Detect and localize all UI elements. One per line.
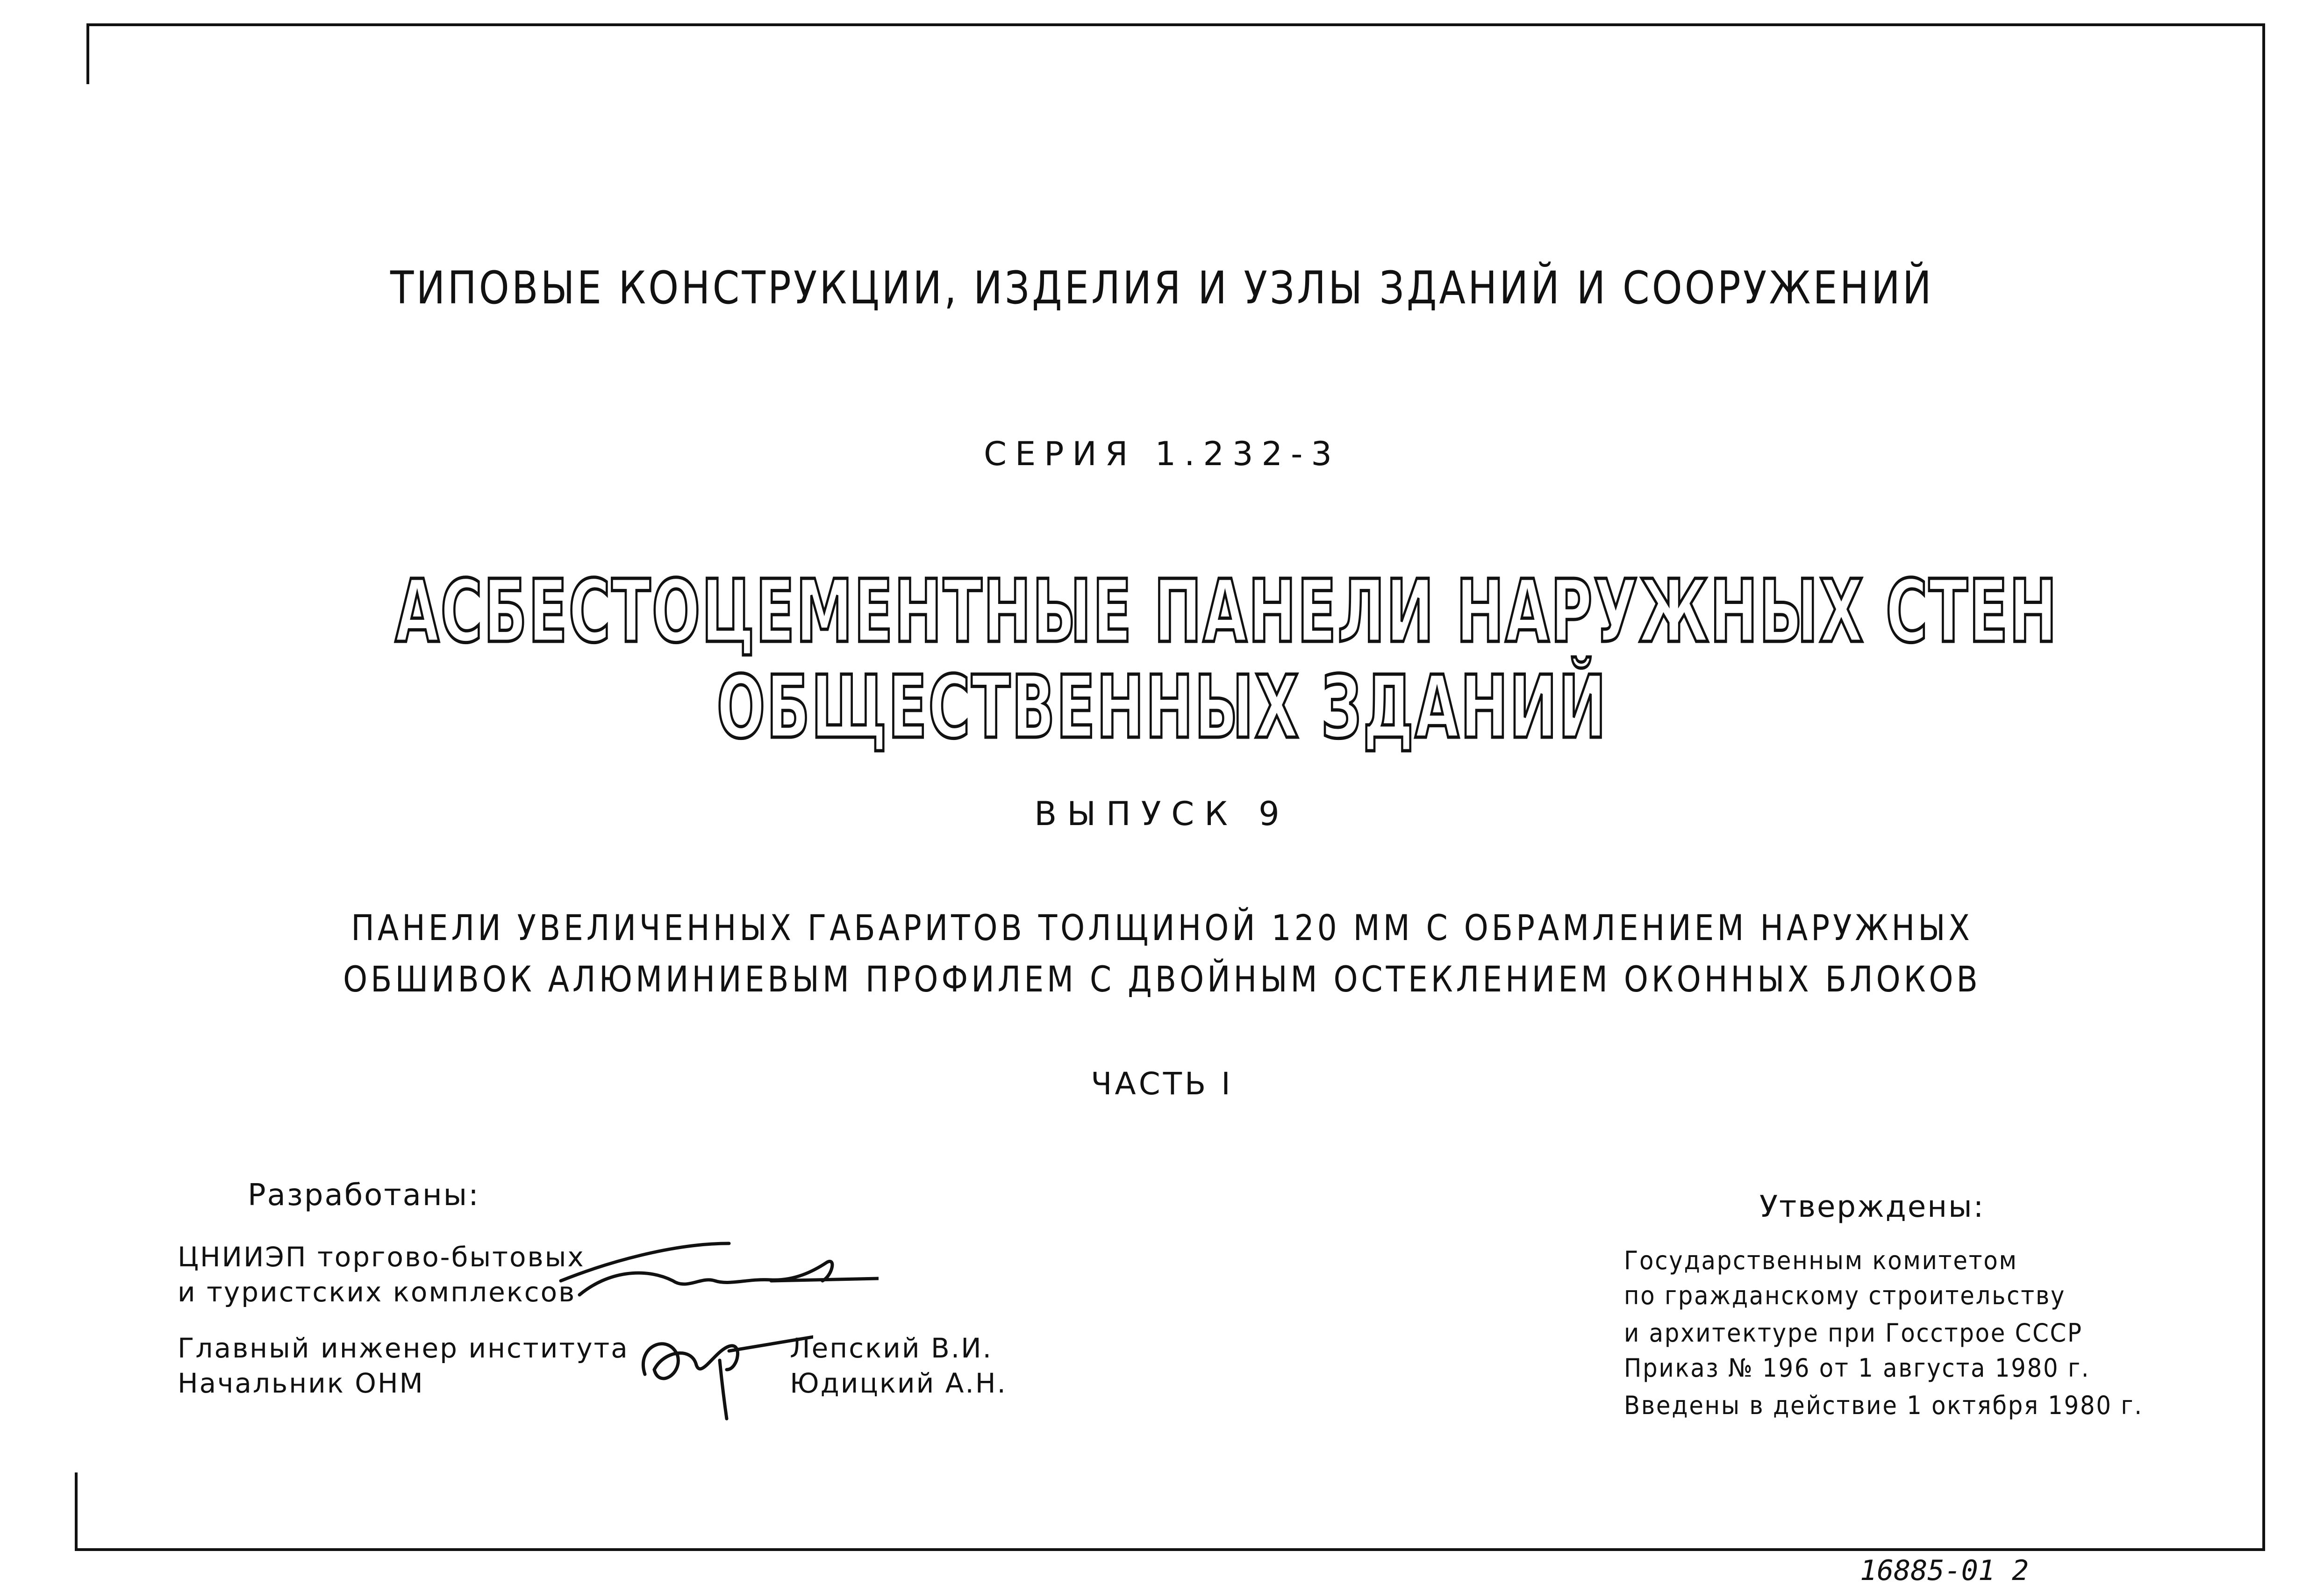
signature-chief-engineer xyxy=(626,1309,813,1421)
developer-role-department-head: Начальник ОНМ xyxy=(178,1367,424,1399)
approved-line-3: и архитектуре при Госстрое СССР xyxy=(1624,1318,2083,1348)
series-number: СЕРИЯ 1.232-3 xyxy=(984,435,1340,473)
frame-corner-tick-top-left xyxy=(86,23,89,84)
part-number: ЧАСТЬ I xyxy=(1091,1066,1233,1102)
approved-line-1: Государственным комитетом xyxy=(1624,1246,2018,1275)
frame-corner-tick-bottom-left xyxy=(75,1472,78,1550)
developed-heading: Разработаны: xyxy=(248,1178,480,1213)
main-title-line-1: АСБЕСТОЦЕМЕНТНЫЕ ПАНЕЛИ НАРУЖНЫХ СТЕН xyxy=(395,561,2059,662)
approved-order-line: Приказ № 196 от 1 августа 1980 г. xyxy=(1624,1353,2090,1383)
developer-org-line-2: и туристских комплексов xyxy=(178,1276,576,1308)
approved-line-2: по гражданскому строительству xyxy=(1624,1281,2066,1310)
description-line-1: ПАНЕЛИ УВЕЛИЧЕННЫХ ГАБАРИТОВ ТОЛЩИНОЙ 120 ММ С ОБРАМЛЕНИЕМ НАРУЖНЫХ xyxy=(351,907,1973,948)
developer-name-department-head: Юдицкий А.Н. xyxy=(790,1367,1007,1399)
main-title-line-2: ОБЩЕСТВЕННЫХ ЗДАНИЙ xyxy=(716,657,1608,758)
document-header: ТИПОВЫЕ КОНСТРУКЦИИ, ИЗДЕЛИЯ И УЗЛЫ ЗДАНИЙ И СООРУЖЕНИЙ xyxy=(390,262,1934,314)
developer-role-chief-engineer: Главный инженер института xyxy=(178,1332,629,1364)
signature-org-head xyxy=(551,1225,879,1318)
archive-number: 16885-01 2 xyxy=(1860,1554,2029,1587)
description-line-2: ОБШИВОК АЛЮМИНИЕВЫМ ПРОФИЛЕМ С ДВОЙНЫМ ОСТЕКЛЕНИЕМ ОКОННЫХ БЛОКОВ xyxy=(343,958,1981,1000)
issue-number: ВЫПУСК 9 xyxy=(1034,795,1290,833)
developer-name-chief-engineer: Лепский В.И. xyxy=(790,1332,993,1364)
approved-heading: Утверждены: xyxy=(1759,1190,1985,1224)
developer-org-line-1: ЦНИИЭП торгово-бытовых xyxy=(178,1241,585,1273)
frame-right-border xyxy=(2262,23,2265,1551)
frame-bottom-border xyxy=(75,1548,2265,1551)
approved-effective-line: Введены в действие 1 октября 1980 г. xyxy=(1624,1391,2143,1420)
frame-top-border xyxy=(86,23,2265,26)
